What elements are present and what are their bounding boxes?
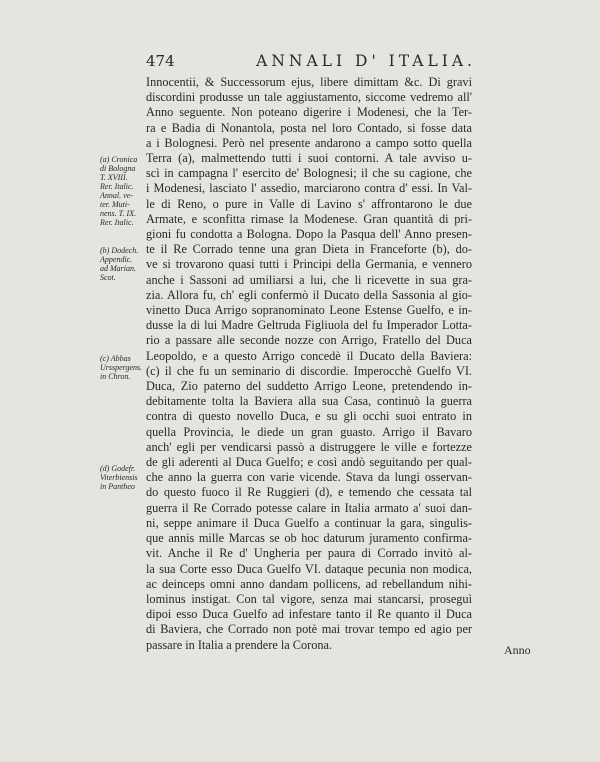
text-line: anch' egli per vendicarsi passò a distruggere le ville e fortezze [146, 439, 472, 454]
text-line: passare in Italia a prendere la Corona. [146, 637, 333, 652]
margin-note-line: nens. T. IX. [100, 209, 137, 218]
text-line: che anno la guerra con varie vicende. Stava da lungi osservan- [146, 470, 472, 485]
margin-note-b [100, 246, 148, 282]
margin-note-line: (d) Godefr. [100, 464, 136, 473]
text-line: discordini produsse un tale aggiustamento, siccome vedremo all' [146, 90, 472, 105]
running-title: ANNALI D' ITALIA. [256, 52, 476, 70]
margin-note-line: (c) Abbas [100, 354, 131, 363]
text-line: que annis mille Marcas se ob hoc daturum juramento confirma- [146, 531, 472, 546]
margin-note-line: (a) Cronica [100, 155, 138, 164]
margin-note-line: Rer. Italic. [100, 182, 134, 191]
page-number: 474 [146, 52, 175, 70]
margin-note-line: (b) Dodech. [100, 246, 139, 255]
text-line: la sua Corte esso Duca Guelfo VI. dataque pecunia non modica, [146, 561, 472, 576]
text-line: rio a passare alle seconde nozze con Arrigo, Fratello del Duca [146, 333, 472, 348]
text-line: zia. Allora fu, ch' egli confermò il Ducato della Sassonia al gio- [146, 287, 472, 302]
text-line: Duca, Zio paterno del suddetto Arrigo Leone, pretendendo in- [146, 379, 472, 394]
text-line: ra e Badia di Nonantola, posta nel loro Contado, si fosse data [146, 120, 472, 135]
margin-note-line: Appendic. [100, 255, 133, 264]
text-line: lominus instigat. Con tal vigore, senza mai stancarsi, proseguì [146, 591, 472, 606]
margin-note-d [100, 464, 148, 491]
margin-note-c [100, 354, 148, 381]
margin-note-line: Viterbiensis [100, 473, 138, 482]
text-line: debitamente tolta la Baviera alla sua Casa, continuò la guerra [146, 394, 472, 409]
text-line: ac deinceps omni anno dandam pollicens, ad rebellandum nihi- [146, 576, 472, 591]
text-line: dusse la di lui Madre Geltruda Figliuola del fu Imperador Lotta- [146, 318, 472, 333]
text-line: (c) il che fu un seminario di discordie. Imperocchè Guelfo VI. [146, 363, 472, 378]
text-line: gioni fu condotta a Bologna. Dopo la Pasqua dell' Anno presen- [146, 227, 472, 242]
text-line: le di Reno, o pure in Valle di Lavino s' affrontarono le due [146, 196, 472, 211]
text-line: quella Provincia, le diede un gran guasto. Arrigo il Bavaro [146, 424, 472, 439]
margin-note-line: ad Marian. [100, 264, 136, 273]
text-line: Leopoldo, e a questo Arrigo concedè il Ducato della Baviera: [146, 348, 472, 363]
margin-note-line: in Chron. [100, 372, 131, 381]
text-line: te il Re Corrado tenne una gran Dieta in Franceforte (b), do- [146, 242, 472, 257]
text-line: ve si trovarono quasi tutti i Principi della Germania, e vennero [146, 257, 472, 272]
margin-note-line: T. XVIII. [100, 173, 128, 182]
text-line: de gli aderenti al Duca Guelfo; e così andò seguitando per qual- [146, 455, 472, 470]
margin-note-line: ter. Muti- [100, 200, 130, 209]
text-line: contra di questo novello Duca, e su gli occhi suoi entrato in [146, 409, 472, 424]
margin-note-line: Annal. ve- [100, 191, 133, 200]
text-line: anche i Sassoni ad umiliarsi a lui, che li ricevette in sua gra- [146, 272, 472, 287]
text-line: Terra (a), malmettendo tutti i suoi contorni. A tale avviso u- [146, 151, 472, 166]
text-line: di Baviera, che Corrado non potè mai trovar tempo ed agio per [146, 622, 472, 637]
text-line: vinetto Duca Arrigo sopranominato Leone Estense Guelfo, e in- [146, 303, 472, 318]
page-header [146, 52, 476, 70]
text-line: Innocentii, & Successorum ejus, libere dimittam &c. Di gravi [146, 75, 472, 89]
text-line: do questo fuoco il Re Ruggieri (d), e temendo che cessata tal [146, 485, 472, 500]
margin-note-a [100, 155, 148, 227]
text-line: Armate, e sconfitta rimase la Modenese. Gran quantità di pri- [146, 211, 472, 226]
main-text [146, 75, 472, 653]
text-line: vit. Anche il Re d' Ungheria per paura di Corrado invitò al- [146, 546, 472, 561]
text-line: dipoi esso Duca Guelfo ad infestare tanto il Re quanto il Duca [146, 607, 472, 622]
text-line: guerra il Re Corrado potesse calare in Italia armato a' suoi dan- [146, 500, 472, 515]
margin-note-line: Scot. [100, 273, 116, 282]
text-line: Anno seguente. Non poteano digerire i Modenesi, che la Ter- [146, 105, 472, 120]
text-line: ni, seppe animare il Duca Guelfo a continuar la gara, singulis- [146, 515, 472, 530]
text-line: i Modenesi, lasciato l' assedio, marciarono contra d' essi. In Val- [146, 181, 472, 196]
text-line: scì in campagna l' esercito de' Bolognesi; il che su cagione, che [146, 166, 472, 181]
margin-note-line: di Bologna [100, 164, 136, 173]
margin-note-line: Ursspergens. [100, 363, 143, 372]
margin-note-line: Rer. Italic. [100, 218, 134, 227]
margin-note-line: in Pantheo [100, 482, 135, 491]
catchword: Anno [504, 643, 531, 657]
text-line: a i Bolognesi. Però nel presente andarono a campo sotto quella [146, 135, 472, 150]
